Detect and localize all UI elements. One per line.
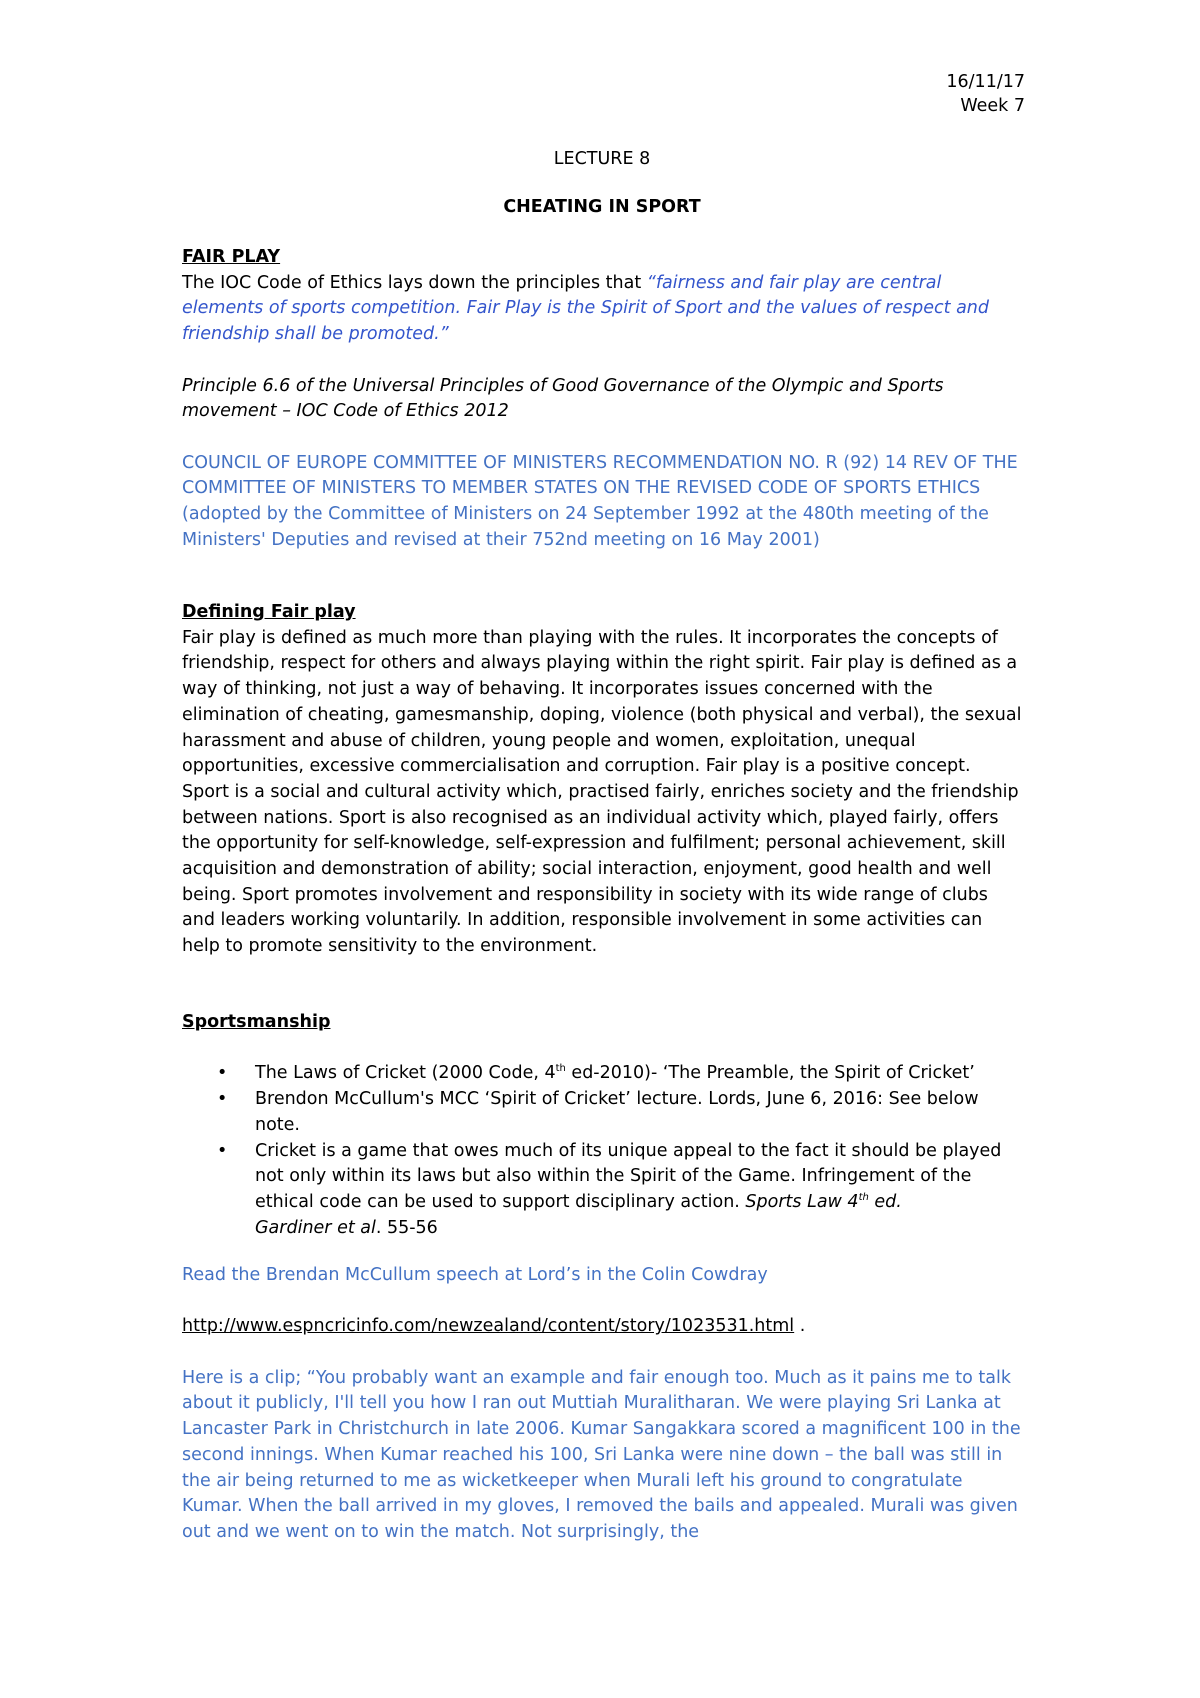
fair-play-heading: FAIR PLAY [182, 247, 281, 267]
defining-paragraph-1: Fair play is defined as much more than playing with the rules. It incorporates the concepts of friendship, respect for others and always playing within the right spirit. Fair play is defined as a way of thinking, not just a way of behaving. It incorporates issues concerned with the elimination of cheating, gamesmanship, doping, violence (both physical and verbal), the sexual harassment and abuse of children, young people and women, exploitation, unequal opportunities, excessive commercialisation and corruption. Fair play is a positive concept. [182, 627, 1022, 777]
citation-authors: Gardiner et al [255, 1217, 376, 1238]
ioc-quote: “fairness and fair play are central elements of sports competition. Fair Play is the Spirit of Sport and the values of respect and friendship shall be promoted.” [182, 272, 989, 345]
bullet-icon: • [217, 1140, 228, 1161]
citation-text: ed. [868, 1191, 902, 1212]
date: 16/11/17 [946, 72, 1025, 92]
list-item-text: ed-2010)- ‘The Preamble, the Spirit of Cricket’ [565, 1063, 975, 1084]
superscript: th [858, 1192, 869, 1204]
council-recommendation: COUNCIL OF EUROPE COMMITTEE OF MINISTERS RECOMMENDATION NO. R (92) 14 REV OF THE COMMITTEE OF MINISTERS TO MEMBER STATES ON THE REVISED CODE OF SPORTS ETHICS (adopted by the Committee of Ministers on 24 September 1992 at the 480th meeting of the Ministers' Deputies and revised at their 752nd meeting on 16 May 2001) [182, 452, 1018, 550]
list-item [182, 1061, 1022, 1087]
read-speech-text: Read the Brendan McCullum speech at Lord’s in the Colin Cowdray [182, 1265, 768, 1285]
citation-text: Sports Law 4 [745, 1191, 859, 1212]
list-item-text: Brendon McCullum's MCC ‘Spirit of Cricket’ lecture. Lords, June 6, 2016: See below note. [255, 1089, 979, 1135]
fair-play-section [182, 245, 1022, 553]
date-block [946, 70, 1025, 118]
bullet-icon: • [217, 1063, 228, 1084]
list-item-text: Cricket is a game that owes much of its unique appeal to the fact it should be played not only within its laws but also within the Spirit of the Game. Infringement of the ethical code can be used to support disciplinary action. [255, 1140, 1002, 1212]
speech-clip: Here is a clip; “You probably want an example and fair enough too. Much as it pains me to talk about it publicly, I'll tell you how I ran out Muttiah Muralitharan. We were playing Sri Lanka at Lancaster Park in Christchurch in late 2006. Kumar Sangakkara scored a magnificent 100 in the second innings. When Kumar reached his 100, Sri Lanka were nine down – the ball was still in the air being returned to me as wicketkeeper when Murali left his ground to congratulate Kumar. When the ball arrived in my gloves, I removed the bails and appealed. Murali was given out and we went on to win the match. Not surprisingly, the [182, 1367, 1021, 1542]
defining-heading: Defining Fair play [182, 602, 356, 622]
list-item-text: The Laws of Cricket (2000 Code, 4 [255, 1063, 556, 1084]
read-section [182, 1263, 1022, 1546]
bullet-icon: • [217, 1089, 228, 1110]
defining-section [182, 600, 1022, 960]
sportsmanship-heading: Sportsmanship [182, 1012, 331, 1032]
week-label: Week 7 [960, 96, 1025, 116]
superscript: th [555, 1063, 566, 1075]
speech-link[interactable]: http://www.espncricinfo.com/newzealand/content/story/1023531.html [182, 1316, 795, 1337]
ioc-intro: The IOC Code of Ethics lays down the principles that [182, 272, 647, 293]
ioc-paragraph [182, 271, 1022, 348]
sportsmanship-list [182, 1061, 1022, 1241]
principle-citation: Principle 6.6 of the Universal Principles of Good Governance of the Olympic and Sports movement – IOC Code of Ethics 2012 [182, 375, 944, 422]
lecture-title: LECTURE 8 [553, 149, 651, 169]
list-item [182, 1087, 1022, 1138]
link-trailing: . [794, 1316, 806, 1337]
page-title: CHEATING IN SPORT [503, 197, 701, 217]
citation-pages: . 55-56 [375, 1217, 438, 1238]
sportsmanship-section [182, 1010, 1022, 1241]
defining-paragraph-2: Sport is a social and cultural activity which, practised fairly, enriches society and the friendship between nations. Sport is also recognised as an individual activity which, played fairly, offers the opportunity for self-knowledge, self-expression and fulfilment; personal achievement, skill acquisition and demonstration of ability; social interaction, enjoyment, good health and well being. Sport promotes involvement and responsibility in society with its wide range of clubs and leaders working voluntarily. In addition, responsible involvement in some activities can help to promote sensitivity to the environment. [182, 781, 1019, 957]
list-item [182, 1139, 1022, 1242]
